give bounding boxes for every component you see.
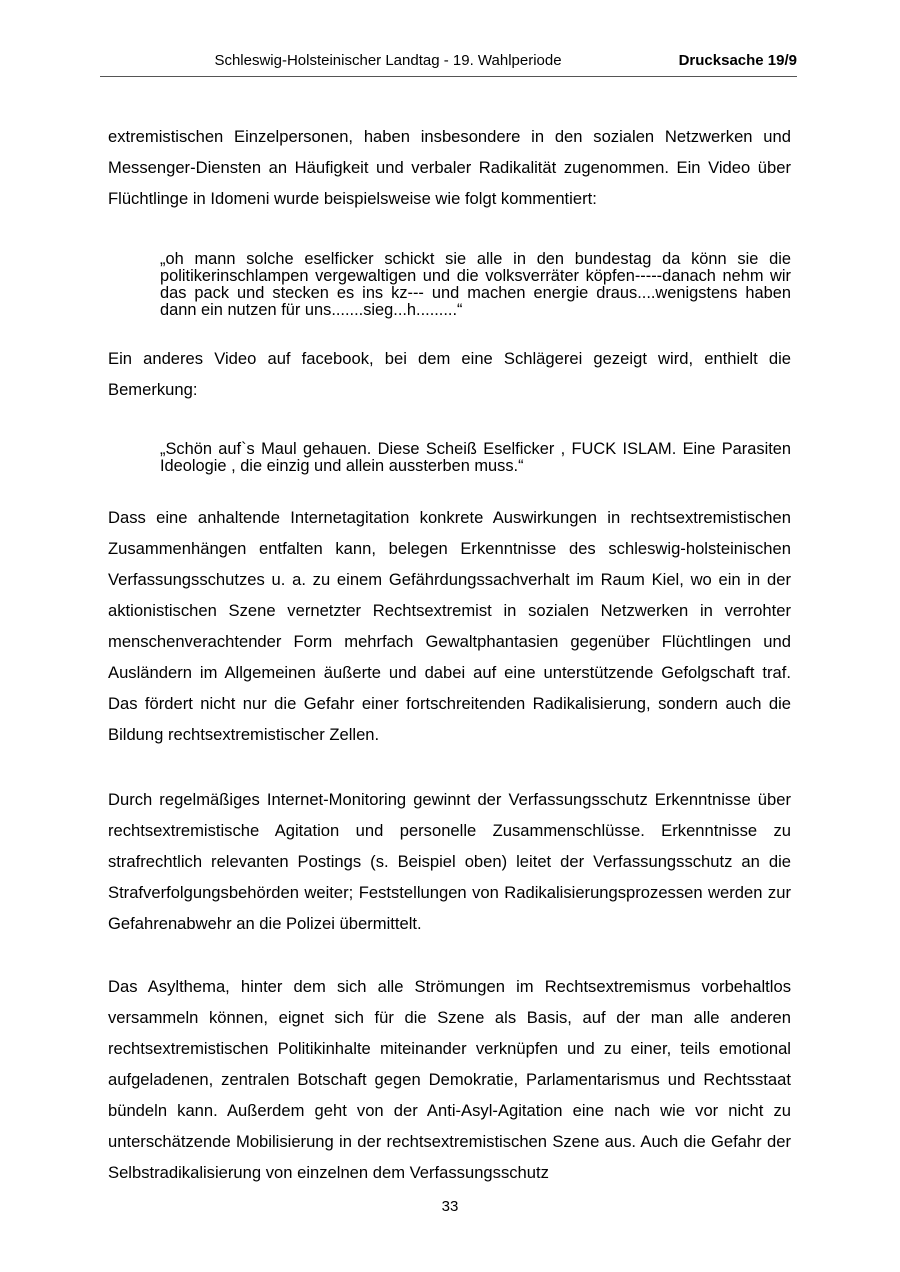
paragraph-2: Ein anderes Video auf facebook, bei dem eine Schlägerei gezeigt wird, enthielt die Bemerkung: (108, 349, 791, 399)
page-number: 33 (441, 1198, 459, 1215)
paragraph-1: extremistischen Einzelpersonen, haben insbesondere in den sozialen Netzwerken und Messenger-Diensten an Häufigkeit und verbaler Radikalität zugenommen. Ein Video über Flüchtlinge in Idomeni wurde beispielsweise wie folgt kommentiert: (108, 127, 791, 208)
paragraph-5: Das Asylthema, hinter dem sich alle Strömungen im Rechtsextremismus vorbehaltlos versammeln können, eignet sich für die Szene als Basis, auf der man alle anderen rechtsextremistischen Politikinhalte miteinander verknüpfen und zu einer, teils emotional aufgeladenen, zentralen Botschaft gegen Demokratie, Parlamentarismus und Rechtsstaat bündeln kann. Außerdem geht von der Anti-Asyl-Agitation eine nach wie vor nicht zu unterschätzende Mobilisierung in der rechtsextremistischen Szene aus. Auch die Gefahr der Selbstradikalisierung von einzelnen dem Verfassungsschutz (108, 977, 791, 1182)
document-number: Drucksache 19/9 (678, 52, 797, 69)
quote-2: „Schön auf`s Maul gehauen. Diese Scheiß Eselficker , FUCK ISLAM. Eine Parasiten Ideologie , die einzig und allein aussterben muss.“ (160, 440, 791, 475)
quote-1: „oh mann solche eselficker schickt sie alle in den bundestag da könn sie die politikerinschlampen vergewaltigen und die volksverräter köpfen-----danach nehm wir das pack und stecken es ins kz--- und machen energie draus....wenigstens haben dann ein nutzen für uns.......sieg...h.........“ (160, 250, 791, 319)
header-title: Schleswig-Holsteinischer Landtag - 19. Wahlperiode (214, 52, 562, 69)
paragraph-4: Durch regelmäßiges Internet-Monitoring gewinnt der Verfassungsschutz Erkenntnisse über rechtsextremistische Agitation und personelle Zusammenschlüsse. Erkenntnisse zu strafrechtlich relevanten Postings (s. Beispiel oben) leitet der Verfassungsschutz an die Strafverfolgungsbehörden weiter; Feststellungen von Radikalisierungsprozessen werden zur Gefahrenabwehr an die Polizei übermittelt. (108, 790, 791, 933)
paragraph-3: Dass eine anhaltende Internetagitation konkrete Auswirkungen in rechtsextremistischen Zusammenhängen entfalten kann, belegen Erkenntnisse des schleswig-holsteinischen Verfassungsschutzes u. a. zu einem Gefährdungssachverhalt im Raum Kiel, wo ein in der aktionistischen Szene vernetzter Rechtsextremist in sozialen Netzwerken in verrohter menschenverachtender Form mehrfach Gewaltphantasien gegenüber Flüchtlingen und Ausländern im Allgemeinen äußerte und dabei auf eine unterstützende Gefolgschaft traf. Das fördert nicht nur die Gefahr einer fortschreitenden Radikalisierung, sondern auch die Bildung rechtsextremistischer Zellen. (108, 508, 791, 744)
page-header (100, 52, 797, 77)
